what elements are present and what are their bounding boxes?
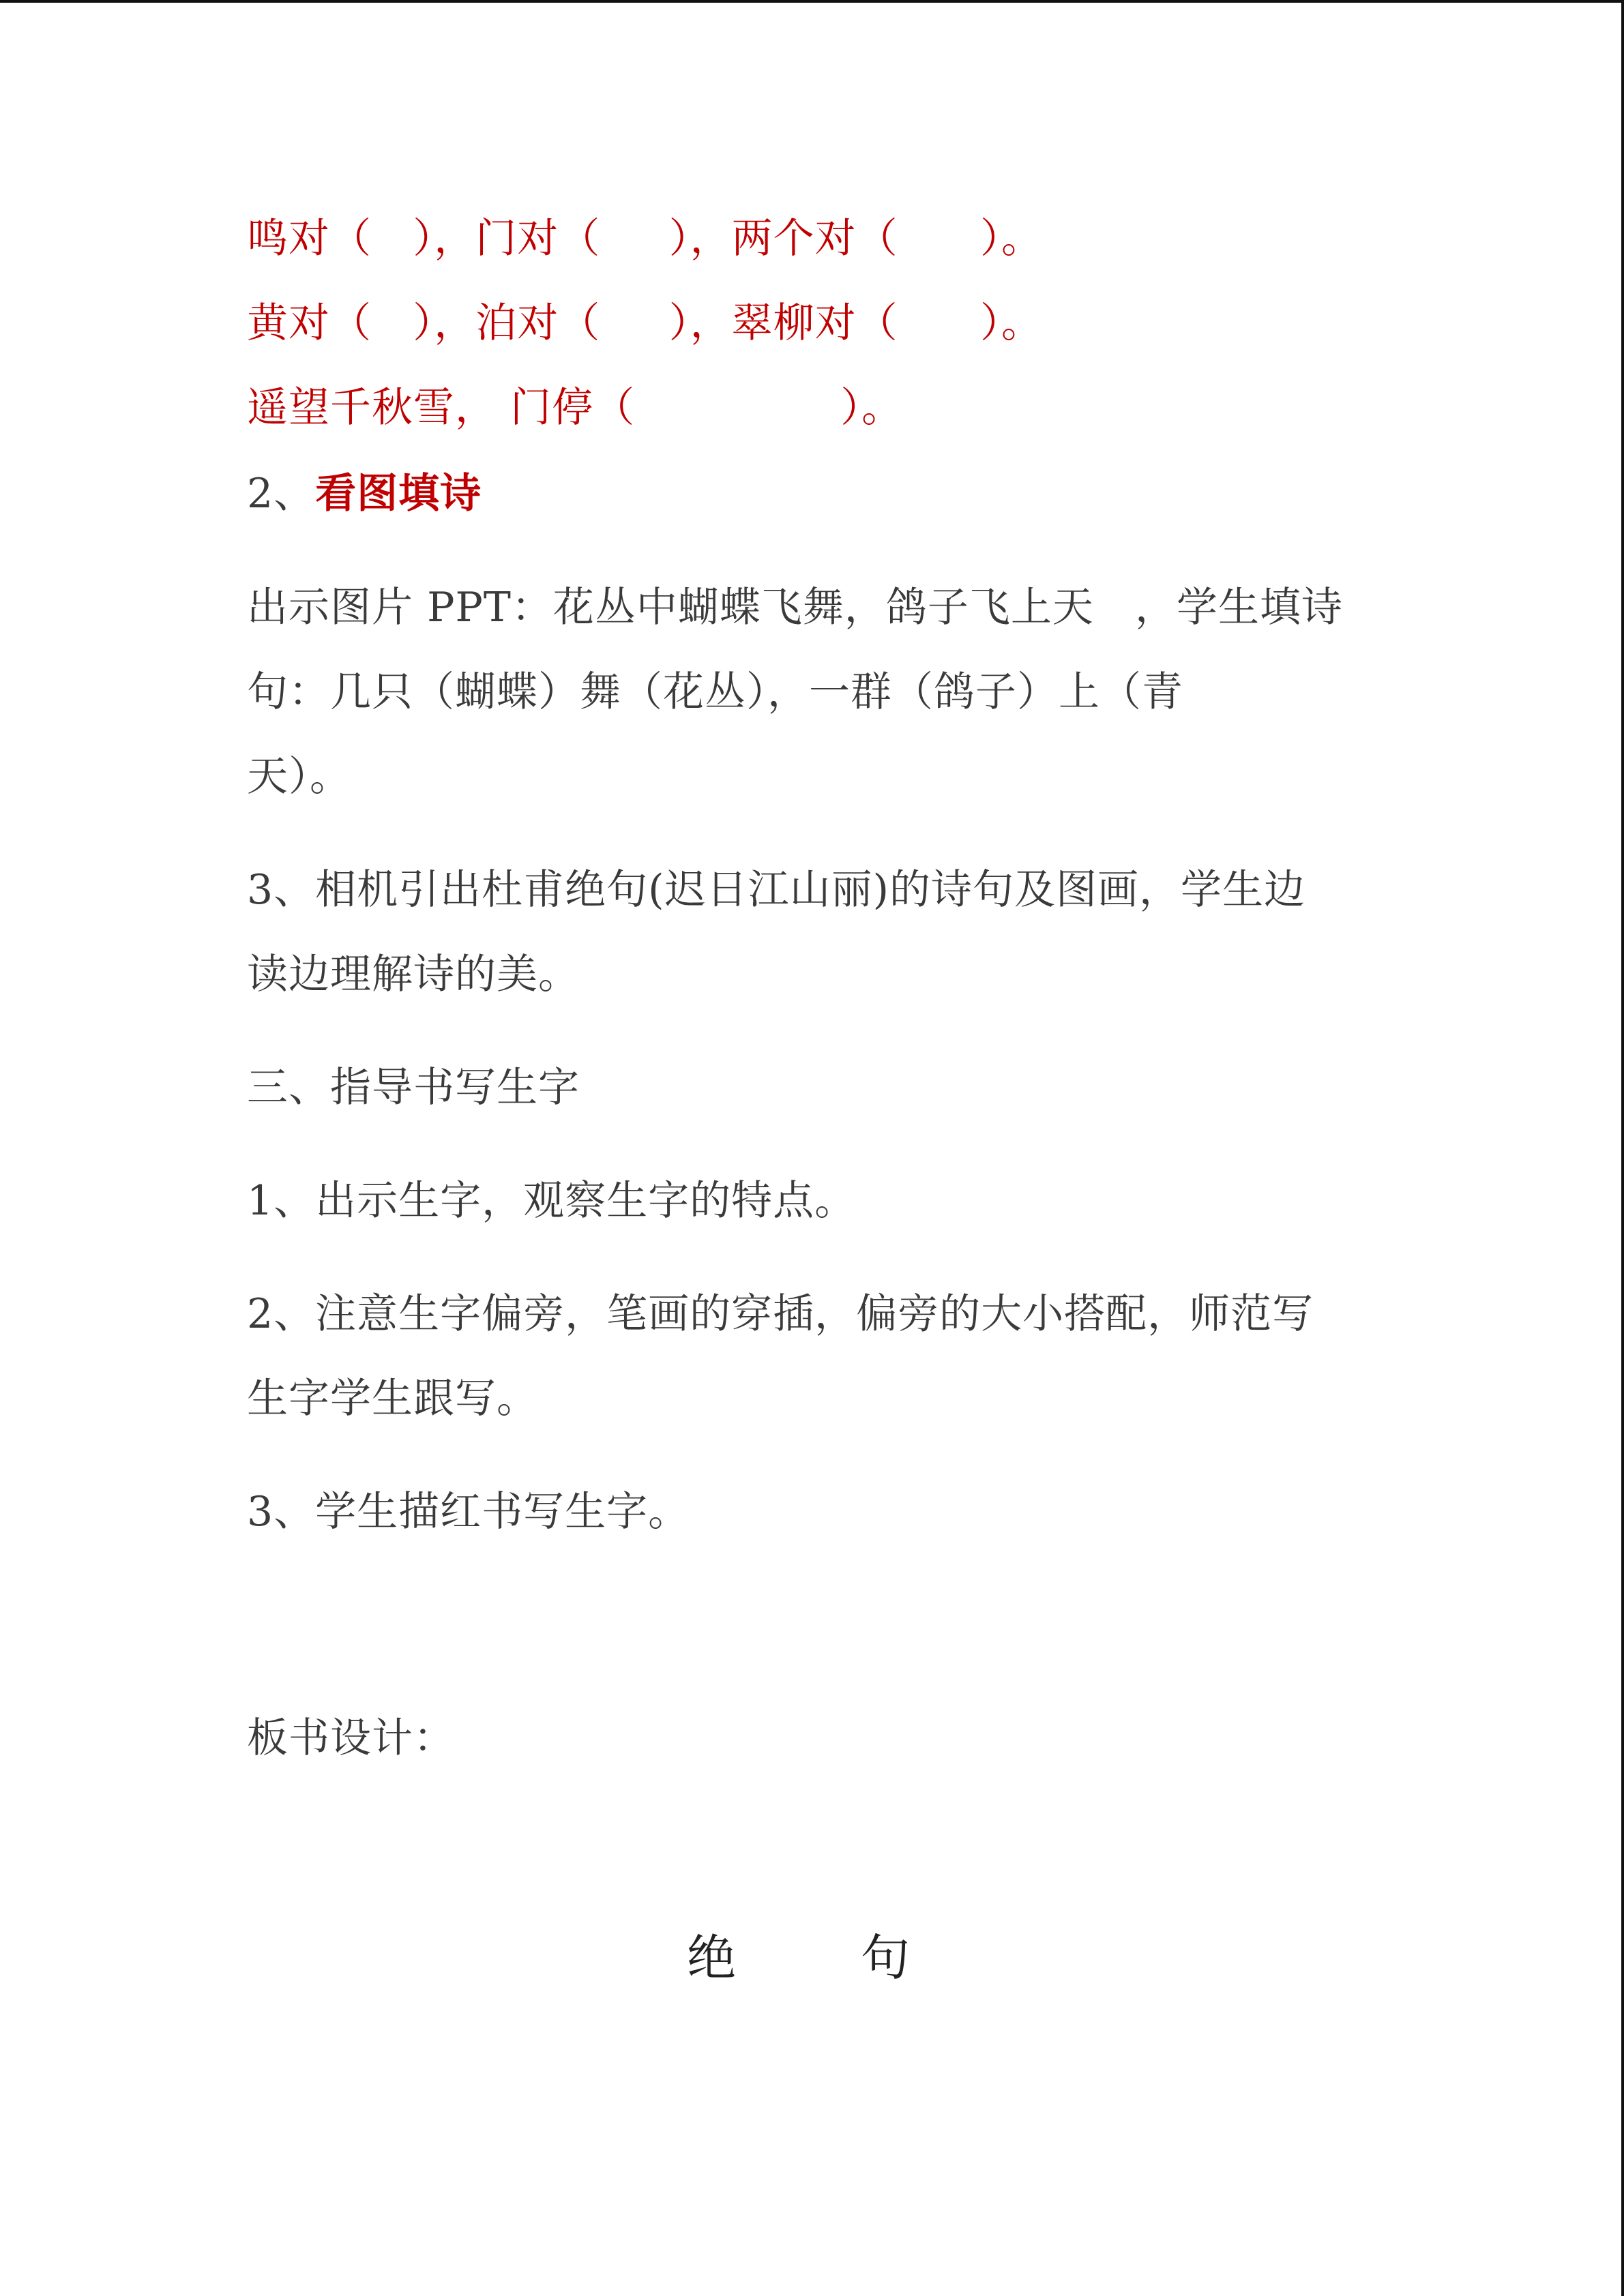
paragraph-6: 3、学生描红书写生字。 <box>247 1488 690 1536</box>
exercise-line-2: 黄对（ ），泊对（ ），翠柳对（ ）。 <box>247 299 1044 347</box>
board-title-char-2: 句 <box>861 1929 911 1986</box>
page-top-border <box>0 0 1624 3</box>
exercise-line-3: 遥望千秋雪， 门停（ ）。 <box>247 384 904 432</box>
section-2-heading <box>247 466 482 521</box>
paragraph-1-line-2: 句：几只（蝴蝶）舞（花丛），一群（鸽子）上（青 <box>247 668 1183 716</box>
section-3-heading: 三、指导书写生字 <box>247 1064 580 1112</box>
paragraph-5-line-2: 生字学生跟写。 <box>247 1375 538 1422</box>
paragraph-1-line-1: 出示图片 PPT：花丛中蝴蝶飞舞，鸽子飞上天 ，学生填诗 <box>247 584 1344 631</box>
page-right-border <box>1621 0 1624 2296</box>
exercise-line-1: 鸣对（ ），门对（ ），两个对（ ）。 <box>247 215 1044 263</box>
paragraph-2-line-2: 读边理解诗的美。 <box>247 951 580 998</box>
board-title-char-1: 绝 <box>687 1929 737 1986</box>
paragraph-2-line-1: 3、相机引出杜甫绝句(迟日江山丽)的诗句及图画，学生边 <box>247 866 1305 914</box>
board-design-label: 板书设计： <box>247 1714 455 1762</box>
paragraph-4: 1、出示生字，观察生字的特点。 <box>247 1177 857 1225</box>
paragraph-1-line-3: 天）。 <box>247 753 351 801</box>
section-2-title: 看图填诗 <box>315 470 482 518</box>
section-2-number: 2、 <box>247 470 316 518</box>
paragraph-5-line-1: 2、注意生字偏旁，笔画的穿插，偏旁的大小搭配，师范写 <box>247 1290 1314 1338</box>
